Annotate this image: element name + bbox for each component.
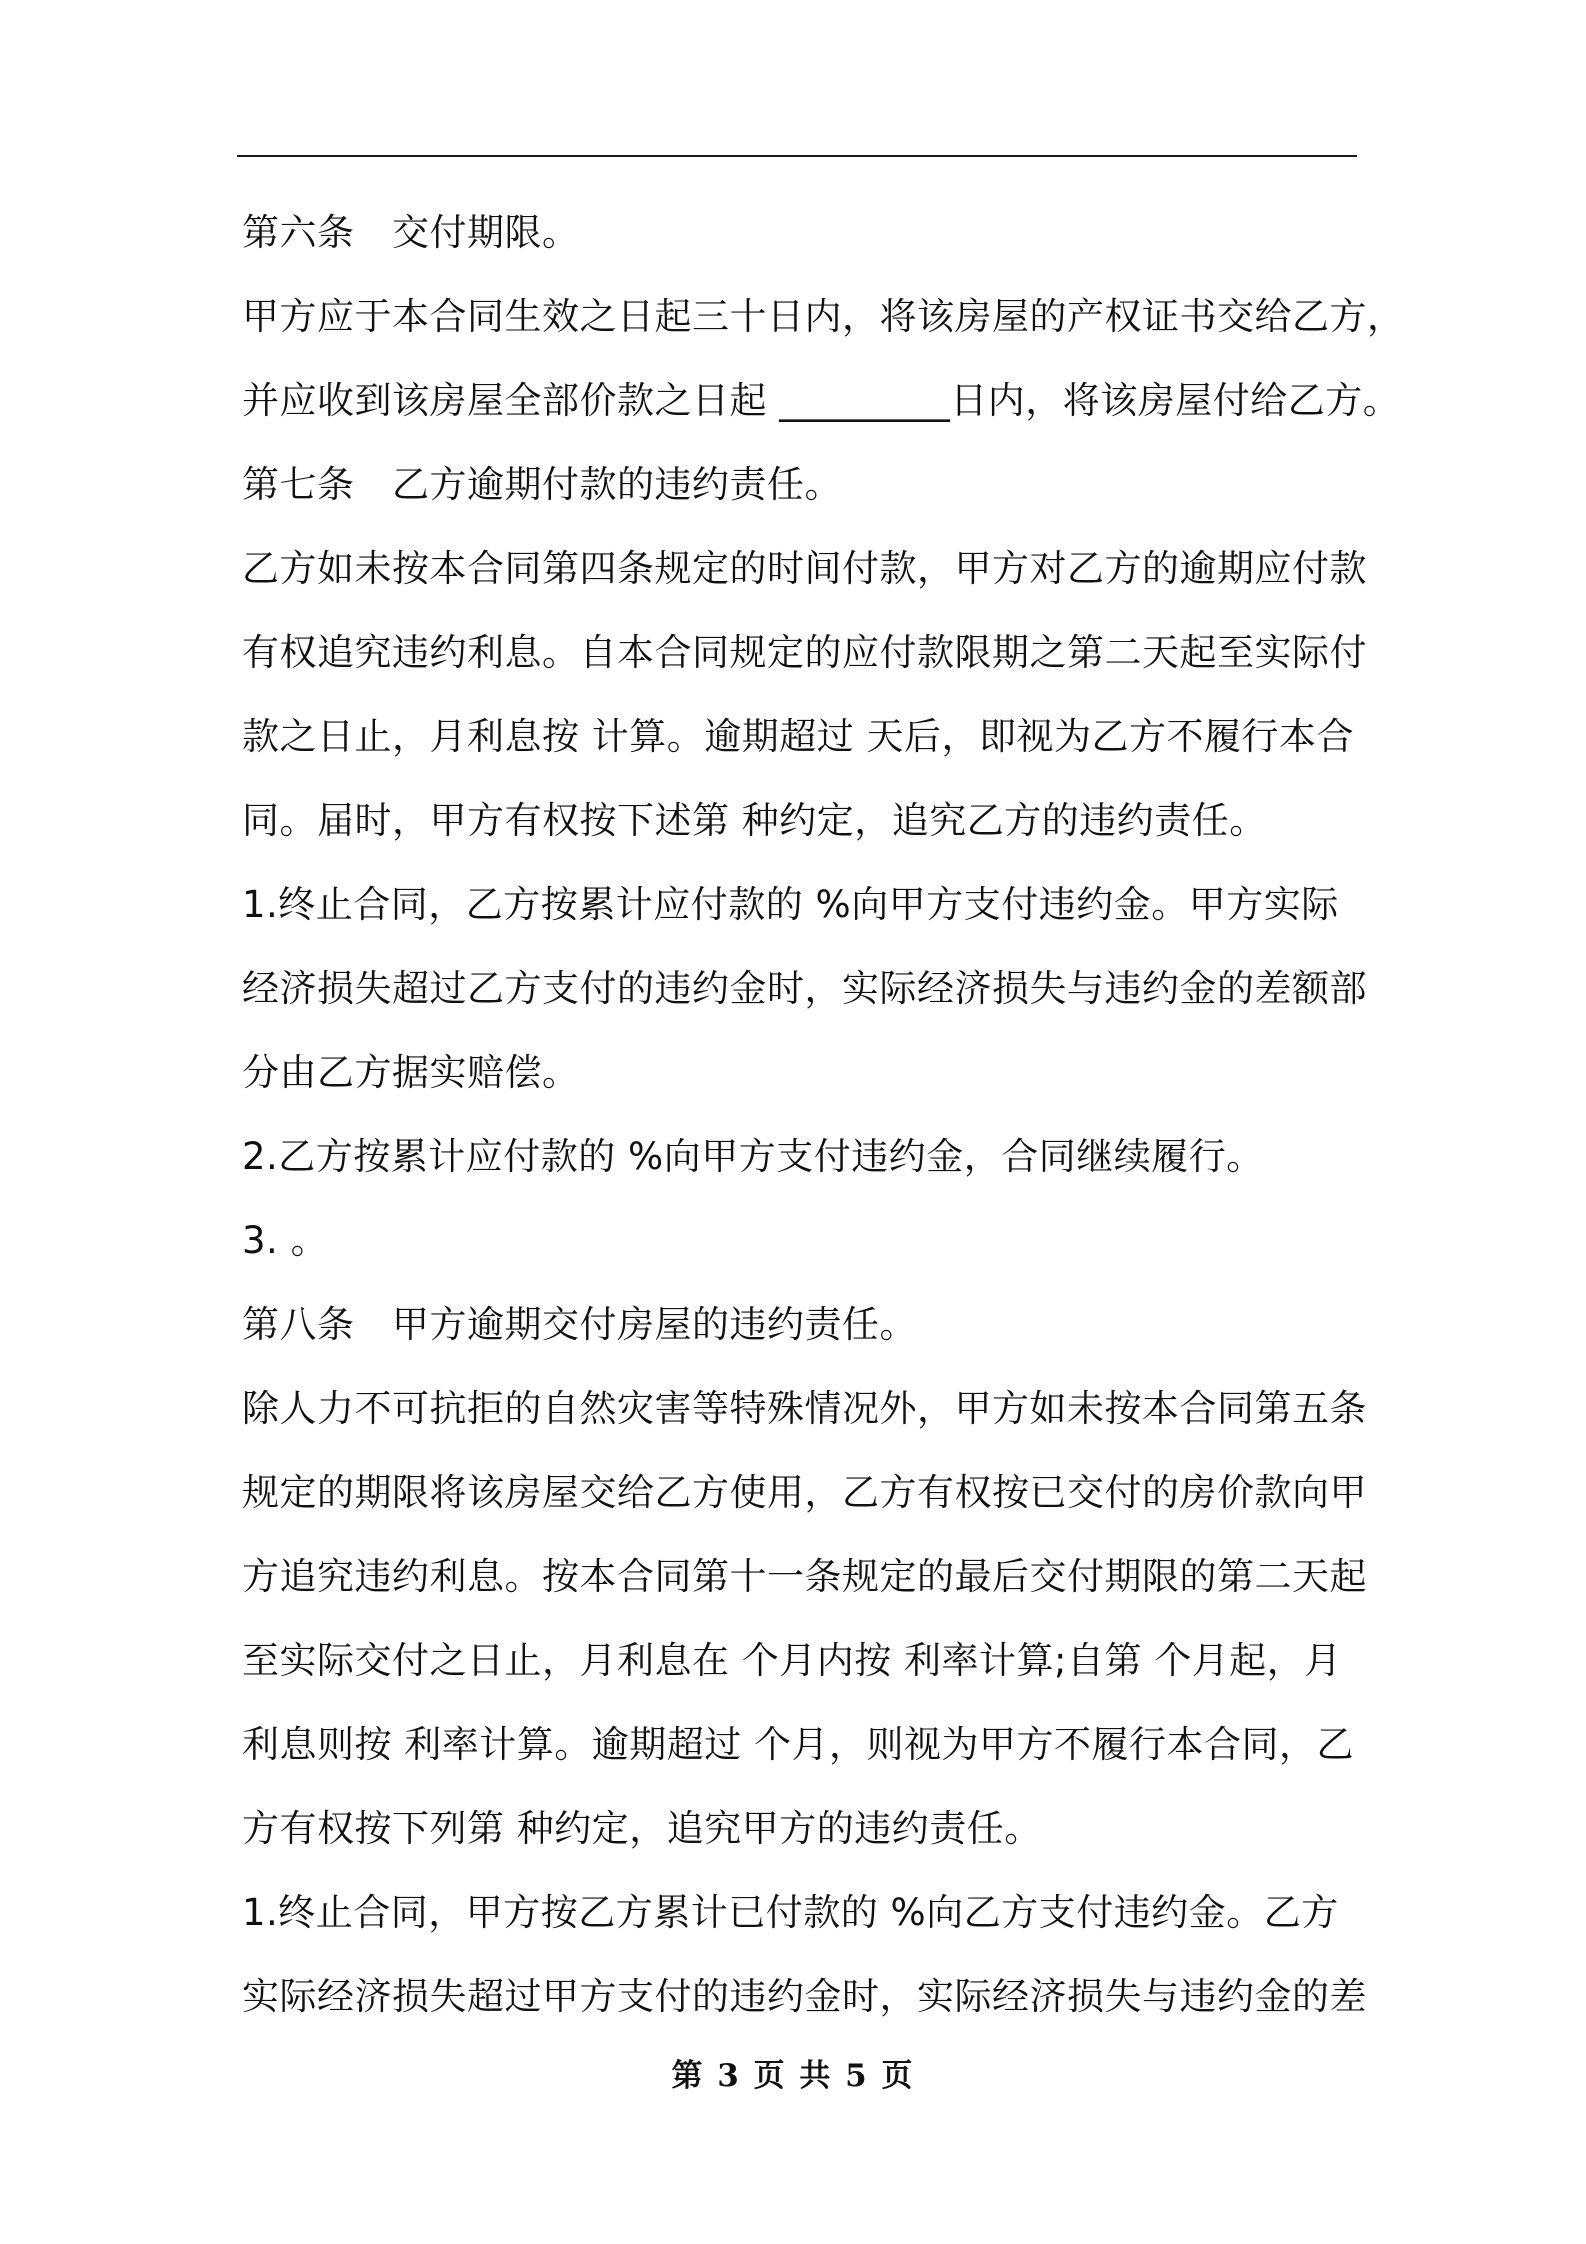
text-line: 规定的期限将该房屋交给乙方使用，乙方有权按已交付的房价款向甲 — [242, 1471, 1367, 1514]
text-line: 款之日止，月利息按 计算。逾期超过 天后，即视为乙方不履行本合 — [242, 715, 1355, 758]
text-line: 方有权按下列第 种约定，追究甲方的违约责任。 — [242, 1807, 1042, 1850]
text-line: 除人力不可抗拒的自然灾害等特殊情况外，甲方如未按本合同第五条 — [242, 1387, 1367, 1430]
text-line: 分由乙方据实赔偿。 — [242, 1051, 580, 1094]
header-rule — [237, 155, 1357, 157]
article-8-heading: 第八条 甲方逾期交付房屋的违约责任。 — [242, 1303, 917, 1346]
text-line: 甲方应于本合同生效之日起三十日内，将该房屋的产权证书交给乙方， — [242, 295, 1405, 338]
text-line: 1.终止合同，乙方按累计应付款的 %向甲方支付违约金。甲方实际 — [242, 883, 1339, 926]
document-body — [242, 191, 1405, 2039]
text-line: 1.终止合同，甲方按乙方累计已付款的 %向乙方支付违约金。乙方 — [242, 1891, 1339, 1934]
text-line: 至实际交付之日止，月利息在 个月内按 利率计算;自第 个月起，月 — [242, 1639, 1342, 1682]
article-6-heading: 第六条 交付期限。 — [242, 211, 580, 254]
text-line: 有权追究违约利息。自本合同规定的应付款限期之第二天起至实际付 — [242, 631, 1367, 674]
text-line: 方追究违约利息。按本合同第十一条规定的最后交付期限的第二天起 — [242, 1555, 1367, 1598]
text-line: 3. 。 — [242, 1219, 329, 1262]
text-line: 利息则按 利率计算。逾期超过 个月，则视为甲方不履行本合同，乙 — [242, 1723, 1355, 1766]
page-number: 第 3 页 共 5 页 — [671, 2058, 915, 2094]
text-line: 经济损失超过乙方支付的违约金时，实际经济损失与违约金的差额部 — [242, 967, 1367, 1010]
text-line: 同。届时，甲方有权按下述第 种约定，追究乙方的违约责任。 — [242, 799, 1267, 842]
text-line: 乙方如未按本合同第四条规定的时间付款，甲方对乙方的逾期应付款 — [242, 547, 1367, 590]
text-line: 2.乙方按累计应付款的 %向甲方支付违约金，合同继续履行。 — [242, 1135, 1264, 1178]
article-7-heading: 第七条 乙方逾期付款的违约责任。 — [242, 463, 842, 506]
text-line: 并应收到该房屋全部价款之日起 _________日内，将该房屋付给乙方。 — [242, 379, 1401, 422]
text-line: 实际经济损失超过甲方支付的违约金时，实际经济损失与违约金的差 — [242, 1975, 1367, 2018]
